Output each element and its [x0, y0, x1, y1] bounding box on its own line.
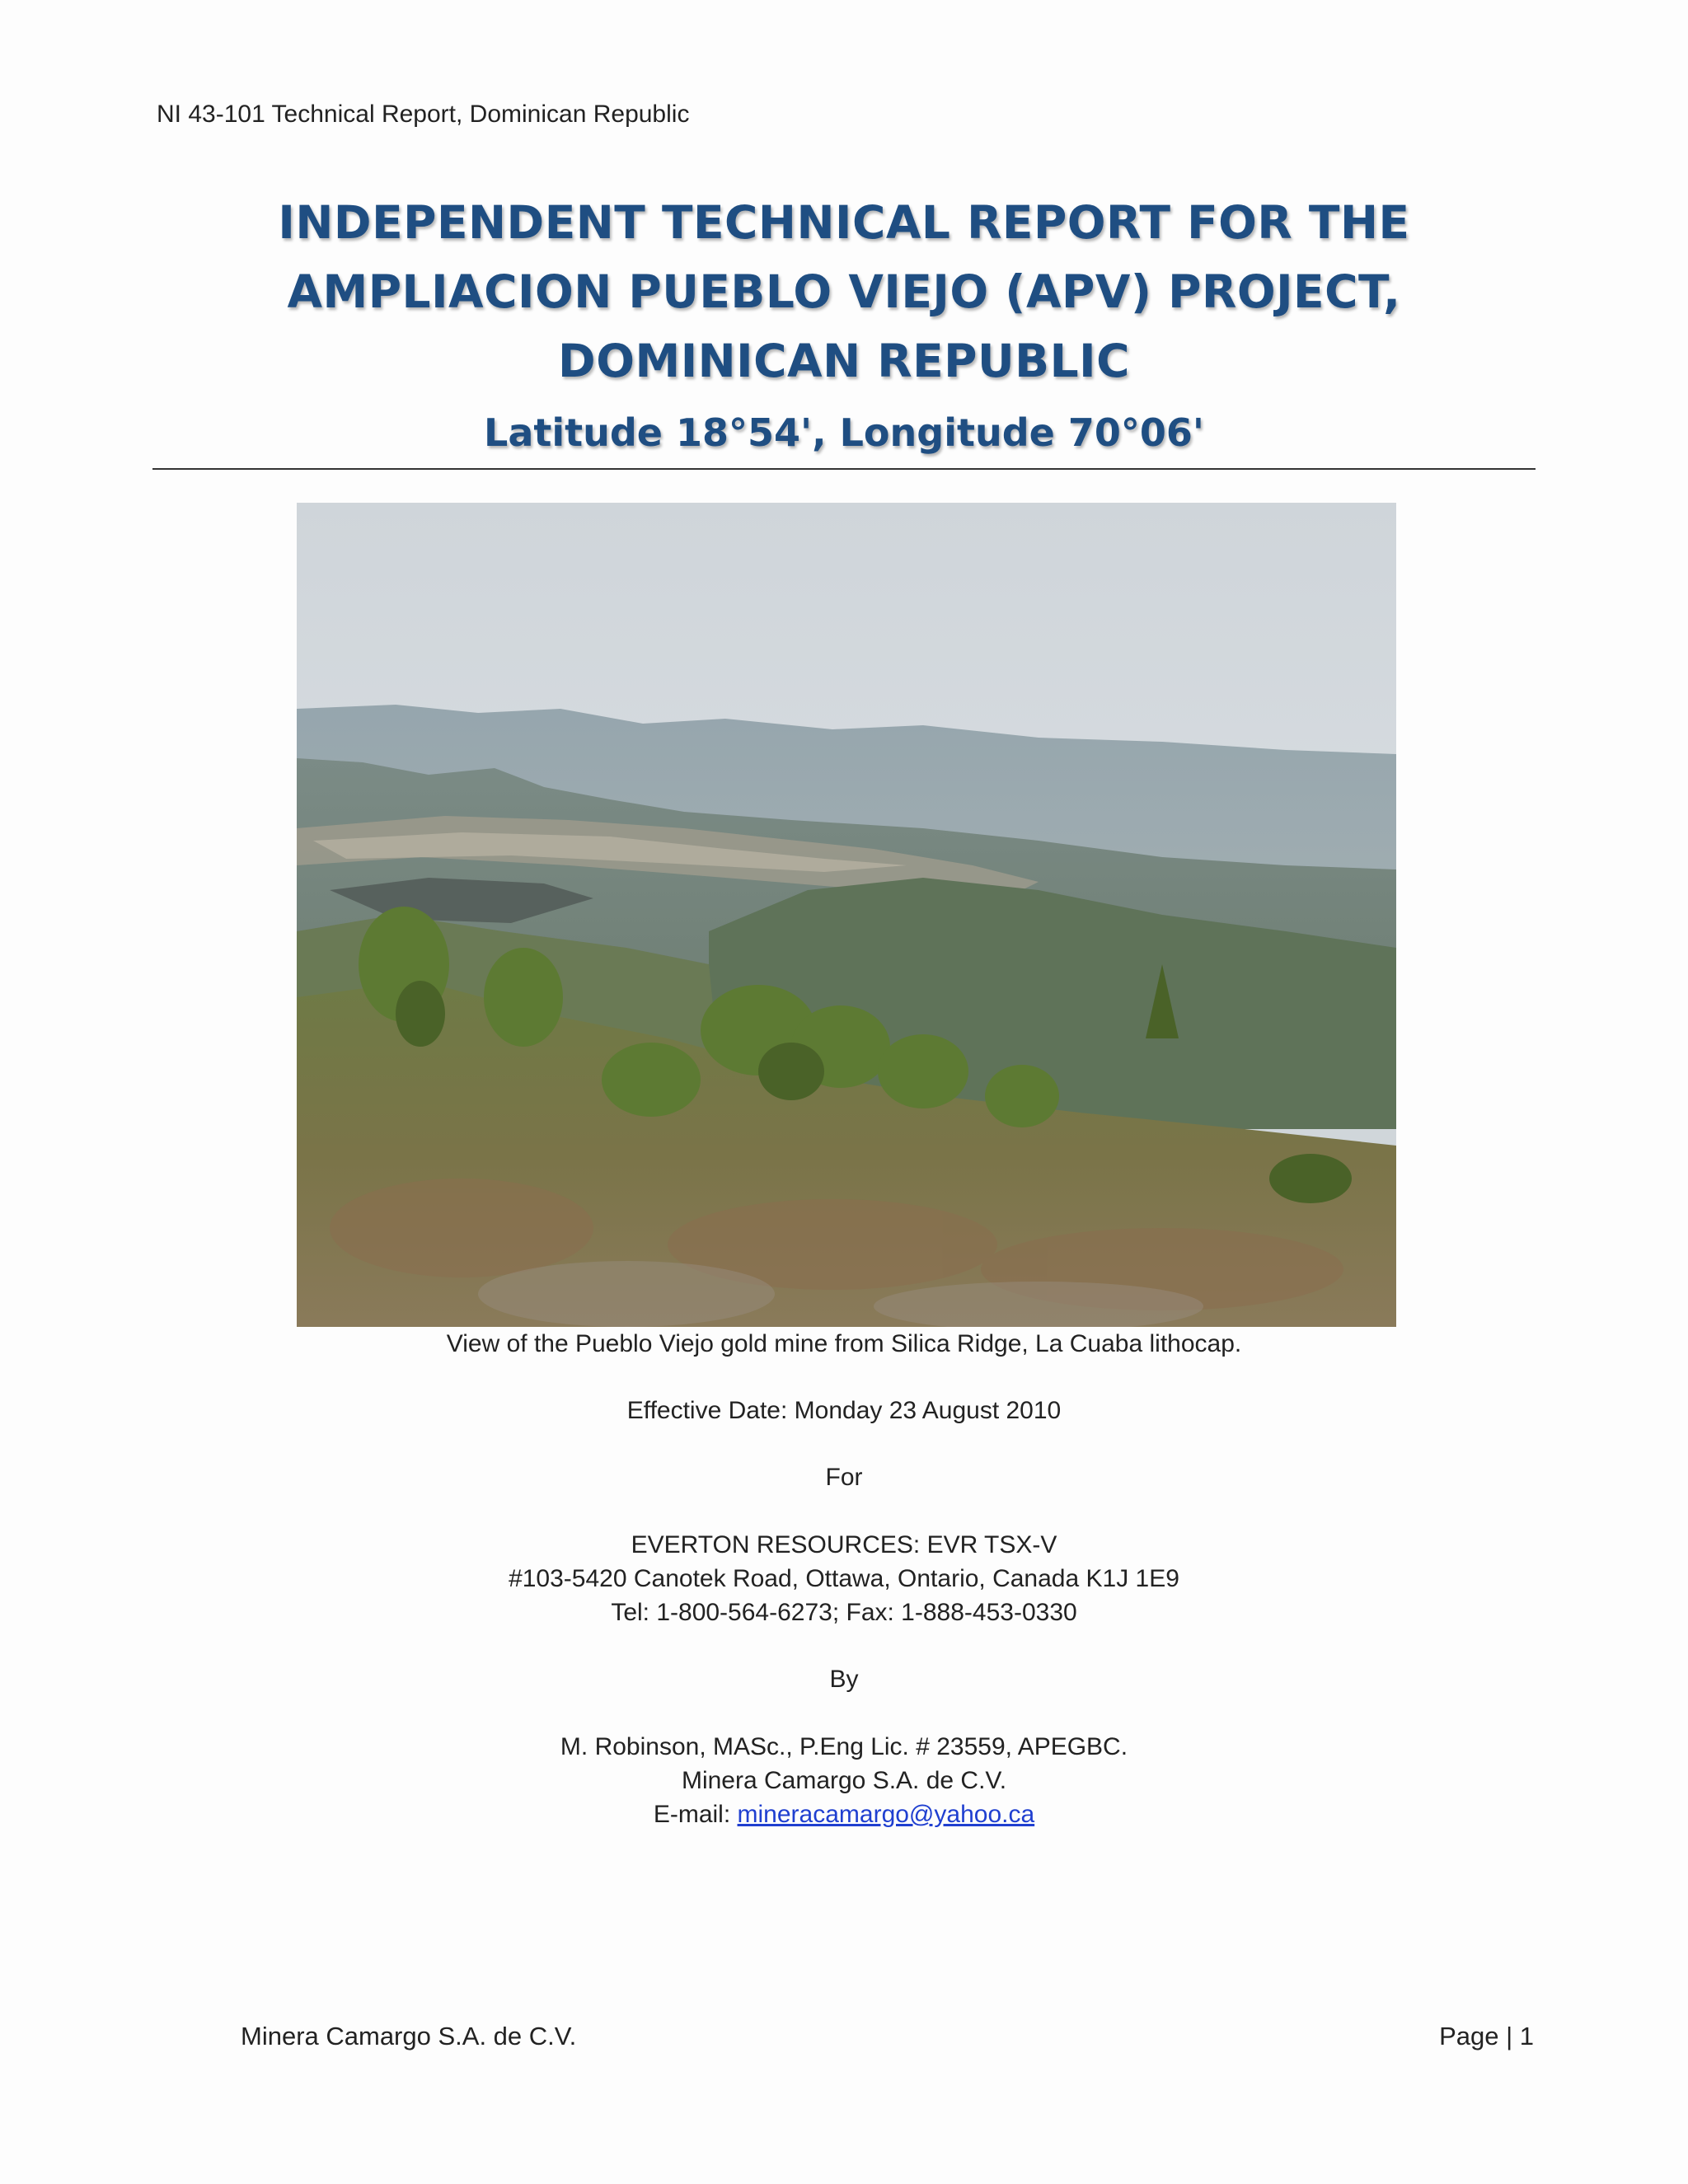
- client-name: EVERTON RESOURCES: EVR TSX-V: [631, 1531, 1057, 1558]
- author-company: Minera Camargo S.A. de C.V.: [681, 1767, 1007, 1794]
- page-number: Page | 1: [1439, 2022, 1534, 2050]
- title-line-1: INDEPENDENT TECHNICAL REPORT FOR THE: [278, 196, 1410, 249]
- client-address: #103-5420 Canotek Road, Ottawa, Ontario, Canada K1J 1E9: [509, 1565, 1179, 1592]
- email-label: E-mail:: [653, 1801, 738, 1828]
- email-line: [0, 1801, 1688, 1829]
- effective-date: Effective Date: Monday 23 August 2010: [626, 1397, 1062, 1424]
- coordinates-subtitle: Latitude 18°54', Longitude 70°06': [484, 410, 1204, 455]
- footer-company: Minera Camargo S.A. de C.V.: [241, 2022, 577, 2050]
- title-line-3: DOMINICAN REPUBLIC: [558, 335, 1130, 387]
- email-link[interactable]: mineracamargo@yahoo.ca: [737, 1801, 1035, 1828]
- report-title: [0, 188, 1688, 396]
- for-label: For: [825, 1464, 863, 1491]
- running-header: NI 43-101 Technical Report, Dominican Republic: [157, 101, 690, 128]
- client-phone: Tel: 1-800-564-6273; Fax: 1-888-453-0330: [611, 1599, 1077, 1626]
- mine-landscape-photo: [297, 503, 1396, 1327]
- photo-caption: View of the Pueblo Viejo gold mine from Silica Ridge, La Cuaba lithocap.: [446, 1330, 1242, 1357]
- by-label: By: [829, 1666, 859, 1693]
- title-line-2: AMPLIACION PUEBLO VIEJO (APV) PROJECT,: [287, 265, 1401, 318]
- title-divider: [152, 468, 1536, 470]
- author: M. Robinson, MASc., P.Eng Lic. # 23559, APEGBC.: [560, 1733, 1128, 1760]
